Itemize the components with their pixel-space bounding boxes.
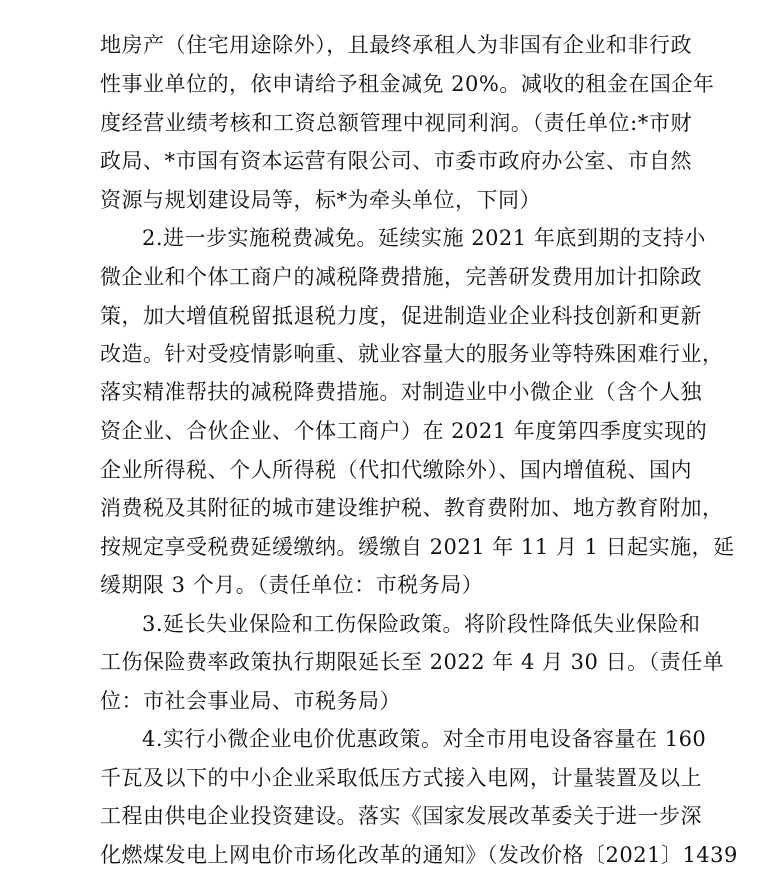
- paragraph-heading-3: 3.延长失业保险和工伤保险政策。将阶段性降低失业保险和: [142, 612, 701, 636]
- text-line: 地房产（住宅用途除外），且最终承租人为非国有企业和非行政: [100, 33, 692, 57]
- text-line: 资企业、合伙企业、个体工商户）在 2021 年度第四季度实现的: [100, 419, 708, 443]
- paragraph-heading-4: 4.实行小微企业电价优惠政策。对全市用电设备容量在 160: [142, 727, 707, 751]
- paragraph-heading-2: 2.进一步实施税费减免。延续实施 2021 年底到期的支持小: [142, 226, 706, 250]
- text-line: 千瓦及以下的中小企业采取低压方式接入电网，计量装置及以上: [100, 766, 702, 790]
- text-line: 度经营业绩考核和工资总额管理中视同利润。（责任单位:*市财: [100, 111, 692, 135]
- text-line: 改造。针对受疫情影响重、就业容量大的服务业等特殊困难行业，: [100, 342, 724, 366]
- text-line: 政局、*市国有资本运营有限公司、市委市政府办公室、市自然: [100, 149, 692, 173]
- text-line: 按规定享受税费延缓缴纳。缓缴自 2021 年 11 月 1 日起实施，延: [100, 535, 735, 559]
- text-line: 消费税及其附征的城市建设维护税、教育费附加、地方教育附加，: [100, 496, 724, 520]
- text-line: 性事业单位的，依申请给予租金减免 20%。减收的租金在国企年: [100, 72, 715, 96]
- text-line: 工程由供电企业投资建设。落实《国家发展改革委关于进一步深: [100, 804, 702, 828]
- text-line: 化燃煤发电上网电价市场化改革的通知》（发改价格〔2021〕1439: [100, 843, 738, 867]
- text-line: 工伤保险费率政策执行期限延长至 2022 年 4 月 30 日。（责任单: [100, 650, 725, 674]
- text-line: 企业所得税、个人所得税（代扣代缴除外）、国内增值税、国内: [100, 458, 692, 482]
- text-line: 落实精准帮扶的减税降费措施。对制造业中小微企业（含个人独: [100, 380, 702, 404]
- text-line: 策，加大增值税留抵退税力度，促进制造业企业科技创新和更新: [100, 304, 702, 328]
- text-line: 资源与规划建设局等，标*为牵头单位，下同）: [100, 188, 541, 212]
- text-line: 缓期限 3 个月。（责任单位：市税务局）: [100, 573, 484, 597]
- text-line: 微企业和个体工商户的减税降费措施，完善研发费用加计扣除政: [100, 265, 702, 289]
- text-line: 位：市社会事业局、市税务局）: [100, 689, 401, 713]
